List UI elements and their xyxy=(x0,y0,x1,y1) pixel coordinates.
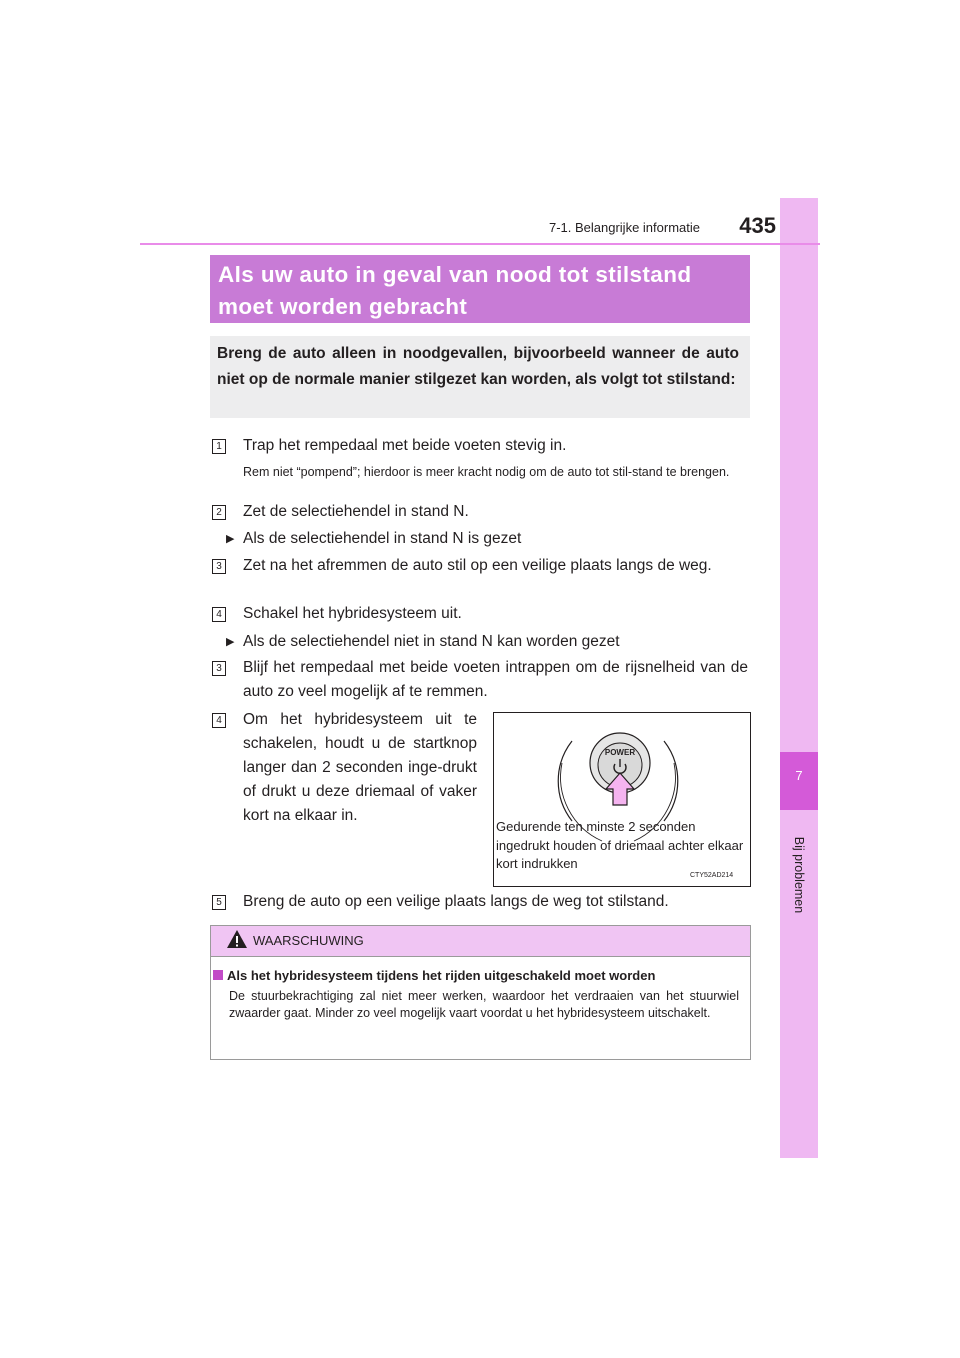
warning-subtitle: Als het hybridesysteem tijdens het rijden uitgeschakeld moet worden xyxy=(227,968,656,983)
step-text: Om het hybridesysteem uit te schakelen, houdt u de startknop langer dan 2 seconden inge-drukt of drukt u deze driemaal of vaker kort na elkaar in. xyxy=(243,711,477,824)
step-number: 1 xyxy=(212,439,226,454)
step-number: 4 xyxy=(212,607,226,622)
warning-text: De stuurbekrachtiging zal niet meer werken, waardoor het verdraaien van het stuurwiel zwaarder gaat. Minder zo veel mogelijk vaart voordat u het hybridesysteem uitschakelt. xyxy=(229,989,739,1020)
step-note: Rem niet “pompend”; hierdoor is meer kracht nodig om de auto tot stil-stand te brengen. xyxy=(243,465,730,479)
step-number: 3 xyxy=(212,661,226,676)
warning-icon xyxy=(226,929,248,949)
step-number: 2 xyxy=(212,505,226,520)
side-tab xyxy=(780,198,818,1158)
step-number: 3 xyxy=(212,559,226,574)
step-text: Blijf het rempedaal met beide voeten intrappen om de rijsnelheid van de auto zo veel mogelijk af te remmen. xyxy=(243,659,748,700)
page-title-line-1: Als uw auto in geval van nood tot stilstand xyxy=(218,262,692,287)
warning-bullet-icon xyxy=(213,970,223,980)
step-number: 4 xyxy=(212,713,226,728)
page-title-line-2: moet worden gebracht xyxy=(218,294,468,319)
step-text: Trap het rempedaal met beide voeten stevig in. xyxy=(243,437,567,454)
step-text: Breng de auto op een veilige plaats langs de weg tot stilstand. xyxy=(243,893,669,910)
case-heading: Als de selectiehendel in stand N is gezet xyxy=(243,530,522,547)
figure-code: CTY52AD214 xyxy=(690,872,734,879)
step-text: Zet na het afremmen de auto stil op een veilige plaats langs de weg. xyxy=(243,557,712,574)
step-number: 5 xyxy=(212,895,226,910)
triangle-bullet-icon: ▶ xyxy=(226,533,235,545)
triangle-bullet-icon: ▶ xyxy=(226,636,235,648)
step-text: Zet de selectiehendel in stand N. xyxy=(243,503,469,520)
intro-text: Breng de auto alleen in noodgevallen, bijvoorbeeld wanneer de auto niet op de normale manier stilgezet kan worden, als volgt tot stilstand: xyxy=(217,345,739,388)
power-button-label: POWER xyxy=(604,748,636,757)
step-text: Schakel het hybridesysteem uit. xyxy=(243,605,462,622)
chapter-title: Bij problemen xyxy=(792,836,806,914)
section-heading: 7-1. Belangrijke informatie xyxy=(548,220,700,235)
chapter-number: 7 xyxy=(795,768,803,783)
page-number: 435 xyxy=(739,213,776,238)
header-rule xyxy=(140,243,820,245)
page-title xyxy=(218,259,748,323)
warning-title: WAARSCHUWING xyxy=(253,933,364,948)
figure-caption: Gedurende ten minste 2 seconden ingedrukt houden of driemaal achter elkaar kort indrukken xyxy=(496,819,744,871)
case-heading: Als de selectiehendel niet in stand N kan worden gezet xyxy=(243,633,620,650)
